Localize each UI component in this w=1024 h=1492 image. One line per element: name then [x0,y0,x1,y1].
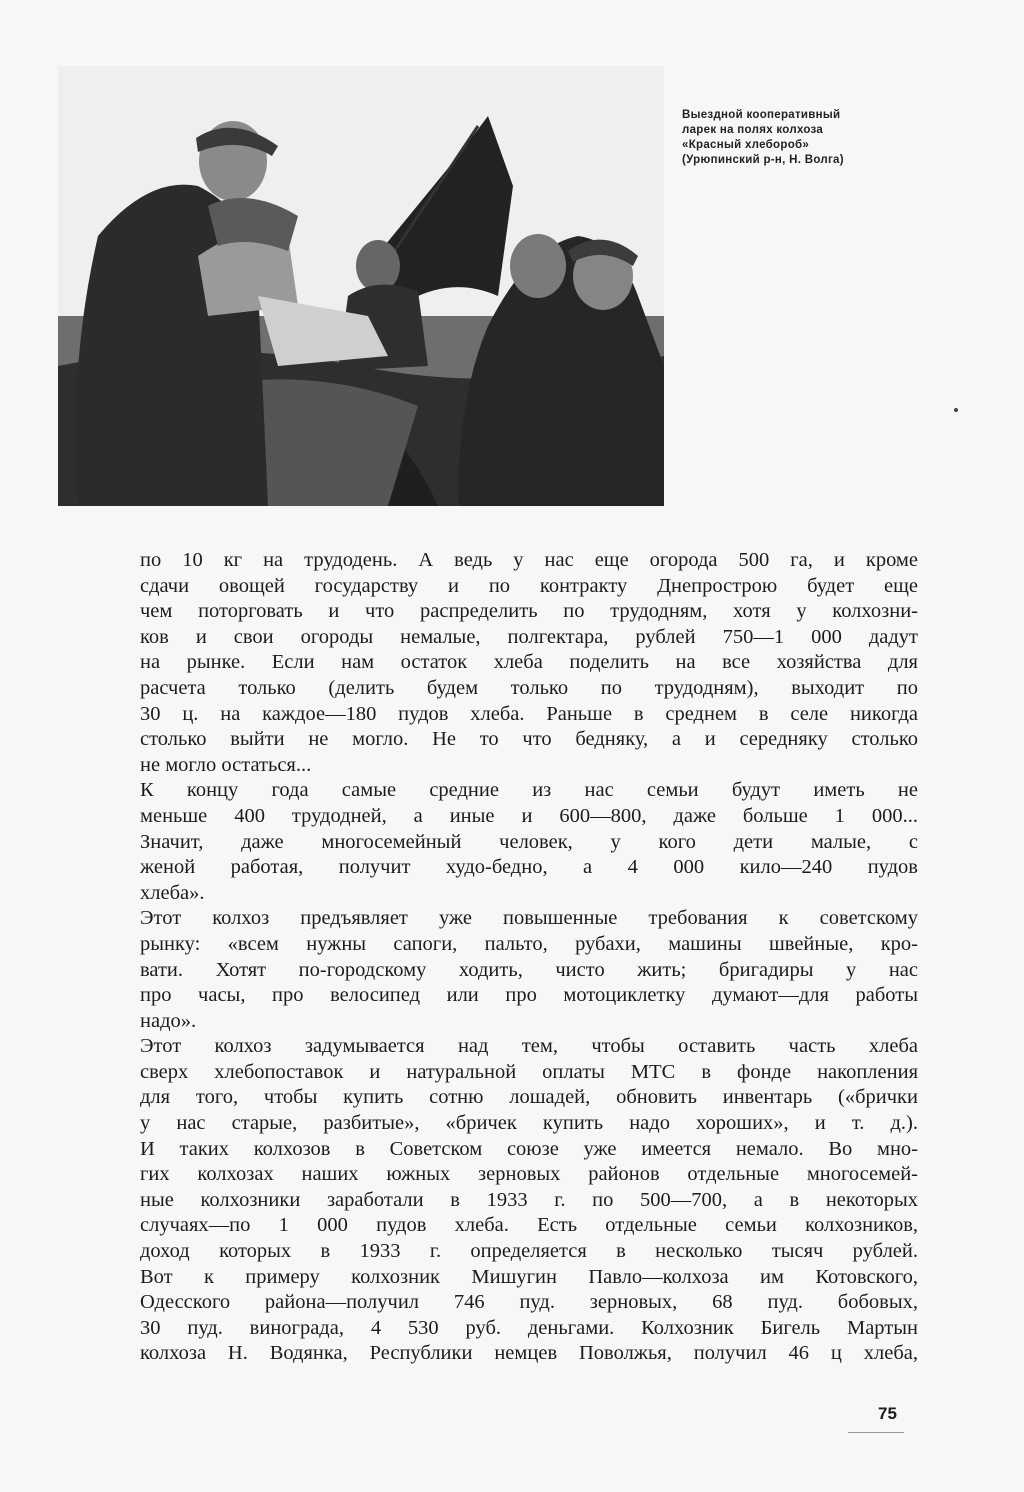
text-line: Одесского района—получил 746 пуд. зерновых, 68 пуд. бобовых, [140,1291,918,1314]
text-line: на рынке. Если нам остаток хлеба поделить на все хозяйства для [140,651,918,674]
text-line: гих колхозах наших южных зерновых районов отдельные многосемей- [140,1163,918,1186]
text-line: сверх хлебопоставок и натуральной оплаты МТС в фонде накопления [140,1060,918,1083]
text-line: не могло остаться... [140,753,312,776]
text-line: рынку: «всем нужны сапоги, пальто, рубахи, машины швейные, кро- [140,932,918,955]
photo-caption [682,108,922,168]
text-line: случаях—по 1 000 пудов хлеба. Есть отдельные семьи колхозников, [140,1214,918,1237]
text-line: меньше 400 трудодней, а иные и 600—800, даже больше 1 000... [140,804,918,827]
text-line: доход которых в 1933 г. определяется в несколько тысяч рублей. [140,1240,918,1263]
text-line: для того, чтобы купить сотню лошадей, обновить инвентарь («брички [140,1086,918,1109]
text-line: вати. Хотят по-городскому ходить, чисто жить; бригадиры у нас [140,958,918,981]
text-line: про часы, про велосипед или про мотоциклетку думают—для работы [140,984,918,1007]
text-line: Этот колхоз задумывается над тем, чтобы оставить часть хлеба [140,1035,918,1058]
caption-line: «Красный хлебороб» [682,139,810,151]
text-line: чем поторговать и что распределить по трудодням, хотя у колхозни- [140,600,918,623]
text-line: женой работая, получит худо-бедно, а 4 000 кило—240 пудов [140,856,918,879]
text-line: по 10 кг на трудодень. А ведь у нас еще огорода 500 га, и кроме [140,549,918,571]
text-line: ные колхозники заработали в 1933 г. по 500—700, а в некоторых [140,1188,918,1211]
caption-line: (Урюпинский р-н, Н. Волга) [682,154,844,166]
text-line: К концу года самые средние из нас семьи будут иметь не [140,779,918,802]
page-number-rule [848,1432,904,1433]
text-line: у нас старые, разбитые», «бричек купить надо хороших», и т. д.). [140,1112,918,1135]
print-speck [954,408,958,412]
text-line: расчета только (делить будем только по трудодням), выходит по [140,676,918,699]
text-line: Вот к примеру колхозник Мишугин Павло—колхоза им Котовского, [140,1265,918,1288]
photo-scene [58,66,664,506]
text-line: колхоза Н. Водянка, Республики немцев Поволжья, получил 46 ц хлеба, [140,1342,918,1365]
page-number: 75 [878,1404,897,1423]
body-text [140,548,918,1367]
text-line: хлеба». [140,881,205,904]
text-line: Значит, даже многосемейный человек, у кого дети малые, с [140,830,918,853]
text-line: сдачи овощей государству и по контракту Днепрострою будет еще [140,574,918,597]
text-line: 30 пуд. винограда, 4 530 руб. деньгами. Колхозник Бигель Мартын [140,1316,918,1339]
text-line: ков и свои огороды немалые, полгектара, рублей 750—1 000 дадут [140,625,918,648]
caption-line: ларек на полях колхоза [682,124,824,136]
text-line: Этот колхоз предъявляет уже повышенные требования к советскому [140,907,918,930]
field-kiosk-photo [58,66,664,506]
text-line: И таких колхозов в Советском союзе уже имеется немало. Во мно- [140,1137,918,1160]
text-line: столько выйти не могло. Не то что бедняку, а и середняку столько [140,728,918,751]
text-line: 30 ц. на каждое—180 пудов хлеба. Раньше в среднем в селе никогда [140,702,918,725]
text-line: надо». [140,1009,197,1032]
caption-line: Выездной кооперативный [682,109,841,121]
